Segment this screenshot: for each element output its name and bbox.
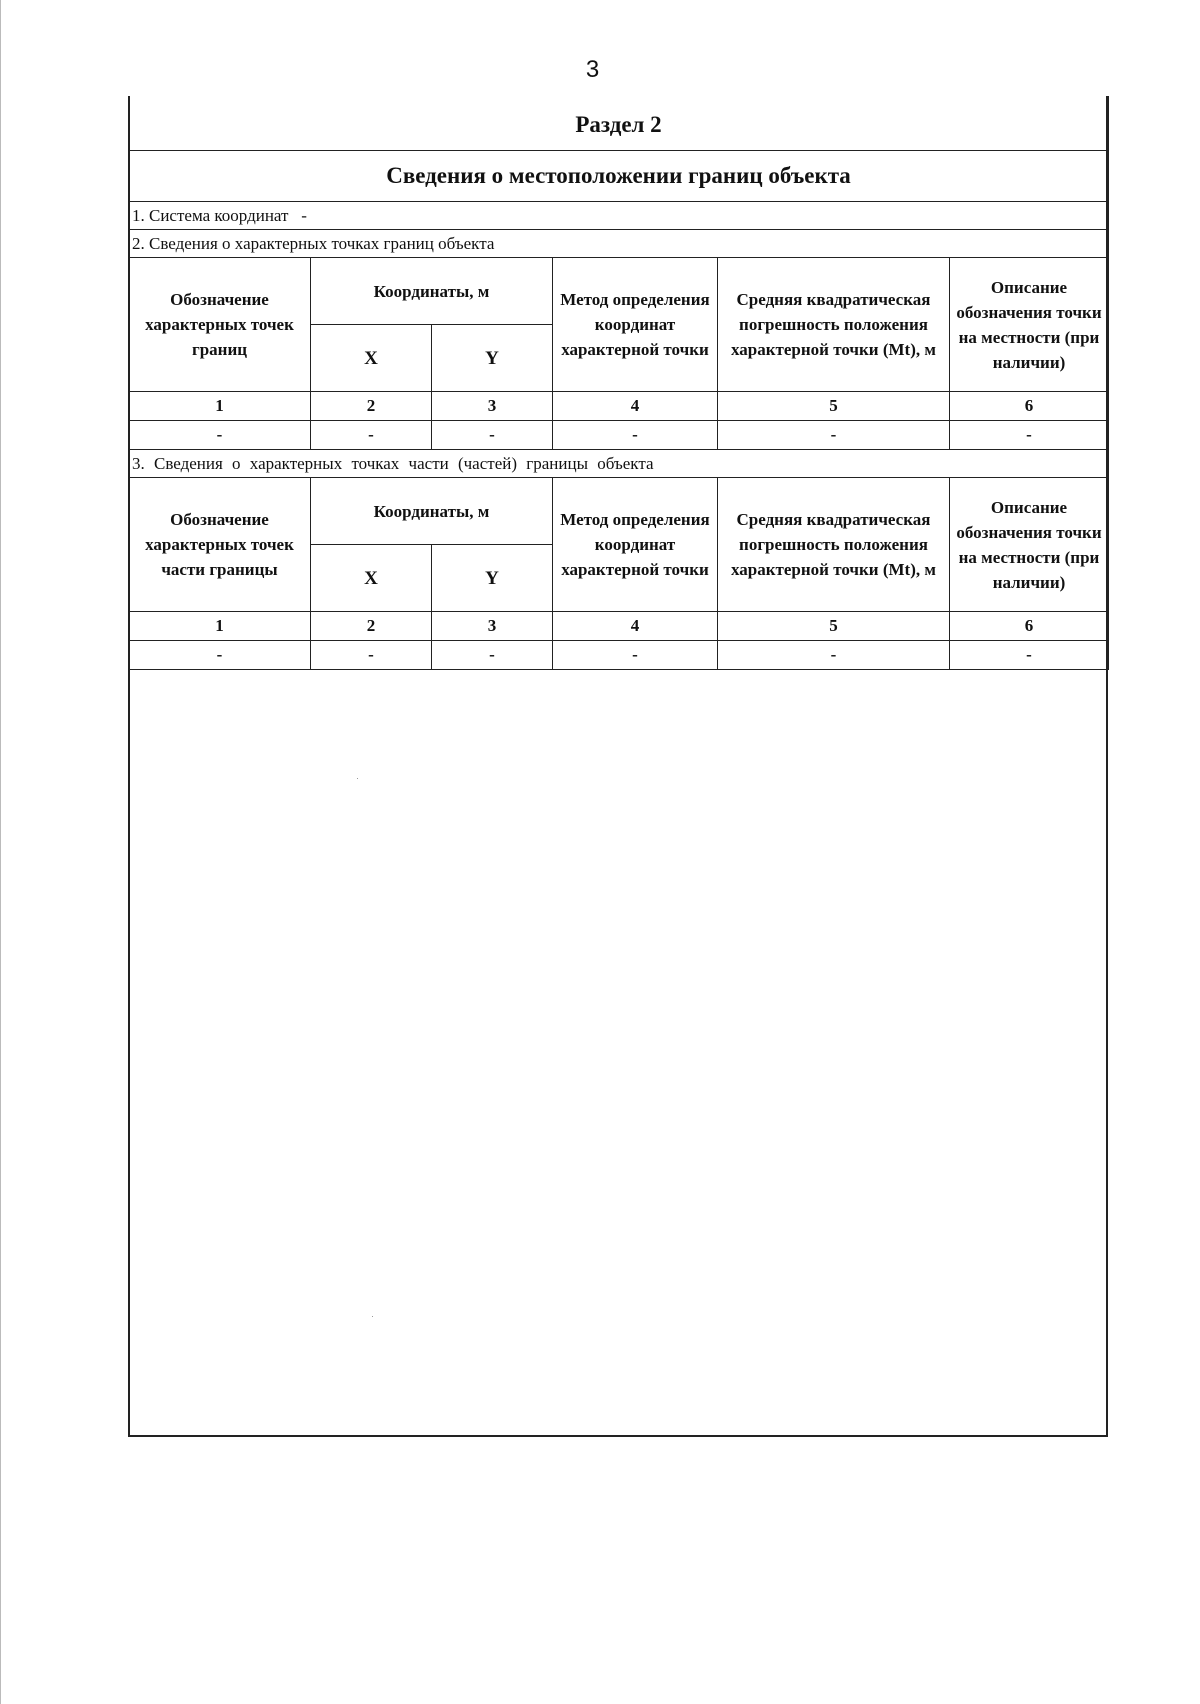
t2-col-number: 6	[950, 612, 1109, 641]
t1-cell: -	[553, 421, 718, 450]
t2-header-method: Метод определения координат характерной точки	[553, 478, 718, 612]
t1-number-row	[129, 392, 1109, 421]
t1-col-number: 3	[432, 392, 553, 421]
boundary-form-table	[128, 96, 1109, 670]
t2-header-x: X	[311, 545, 432, 612]
t2-col-number: 3	[432, 612, 553, 641]
t2-col-number: 2	[311, 612, 432, 641]
t2-col-number: 1	[129, 612, 311, 641]
coord-system-value: -	[301, 205, 307, 225]
t1-col-number: 4	[553, 392, 718, 421]
t2-cell: -	[553, 641, 718, 670]
page-number: 3	[585, 56, 600, 83]
t1-header-description: Описание обозначения точки на местности (при наличии)	[950, 258, 1109, 392]
t1-header-x: X	[311, 325, 432, 392]
t1-header-y: Y	[432, 325, 553, 392]
t1-cell: -	[311, 421, 432, 450]
section-title: Раздел 2	[129, 96, 1109, 151]
t2-header-coords: Координаты, м	[311, 478, 553, 545]
t2-cell: -	[718, 641, 950, 670]
t2-header-y: Y	[432, 545, 553, 612]
t1-cell: -	[950, 421, 1109, 450]
t1-col-number: 6	[950, 392, 1109, 421]
coord-system-label: 1. Система координат	[132, 205, 289, 225]
t1-col-number: 1	[129, 392, 311, 421]
t1-col-number: 2	[311, 392, 432, 421]
t2-cell: -	[311, 641, 432, 670]
t1-col-number: 5	[718, 392, 950, 421]
t2-cell: -	[129, 641, 311, 670]
t2-table-row	[129, 641, 1109, 670]
t1-header-coords: Координаты, м	[311, 258, 553, 325]
t1-cell: -	[718, 421, 950, 450]
scan-edge	[0, 0, 1, 1704]
scan-speck	[357, 778, 358, 779]
coord-system-line	[129, 202, 1109, 230]
t1-header-designation: Обозначение характерных точек границ	[129, 258, 311, 392]
t1-cell: -	[129, 421, 311, 450]
t2-number-row	[129, 612, 1109, 641]
t1-header-accuracy: Средняя квадратическая погрешность положения характерной точки (Mt), м	[718, 258, 950, 392]
t2-col-number: 4	[553, 612, 718, 641]
t1-table-row	[129, 421, 1109, 450]
points-section-title: 2. Сведения о характерных точках границ объекта	[129, 230, 1109, 258]
t2-header-accuracy: Средняя квадратическая погрешность положения характерной точки (Mt), м	[718, 478, 950, 612]
t2-cell: -	[432, 641, 553, 670]
t2-header-designation: Обозначение характерных точек части границы	[129, 478, 311, 612]
t2-col-number: 5	[718, 612, 950, 641]
scan-speck	[372, 1316, 373, 1317]
parts-section-title: 3. Сведения о характерных точках части (частей) границы объекта	[129, 450, 1109, 478]
t1-cell: -	[432, 421, 553, 450]
t2-cell: -	[950, 641, 1109, 670]
t2-header-description: Описание обозначения точки на местности (при наличии)	[950, 478, 1109, 612]
block-title: Сведения о местоположении границ объекта	[129, 151, 1109, 202]
t1-header-method: Метод определения координат характерной точки	[553, 258, 718, 392]
